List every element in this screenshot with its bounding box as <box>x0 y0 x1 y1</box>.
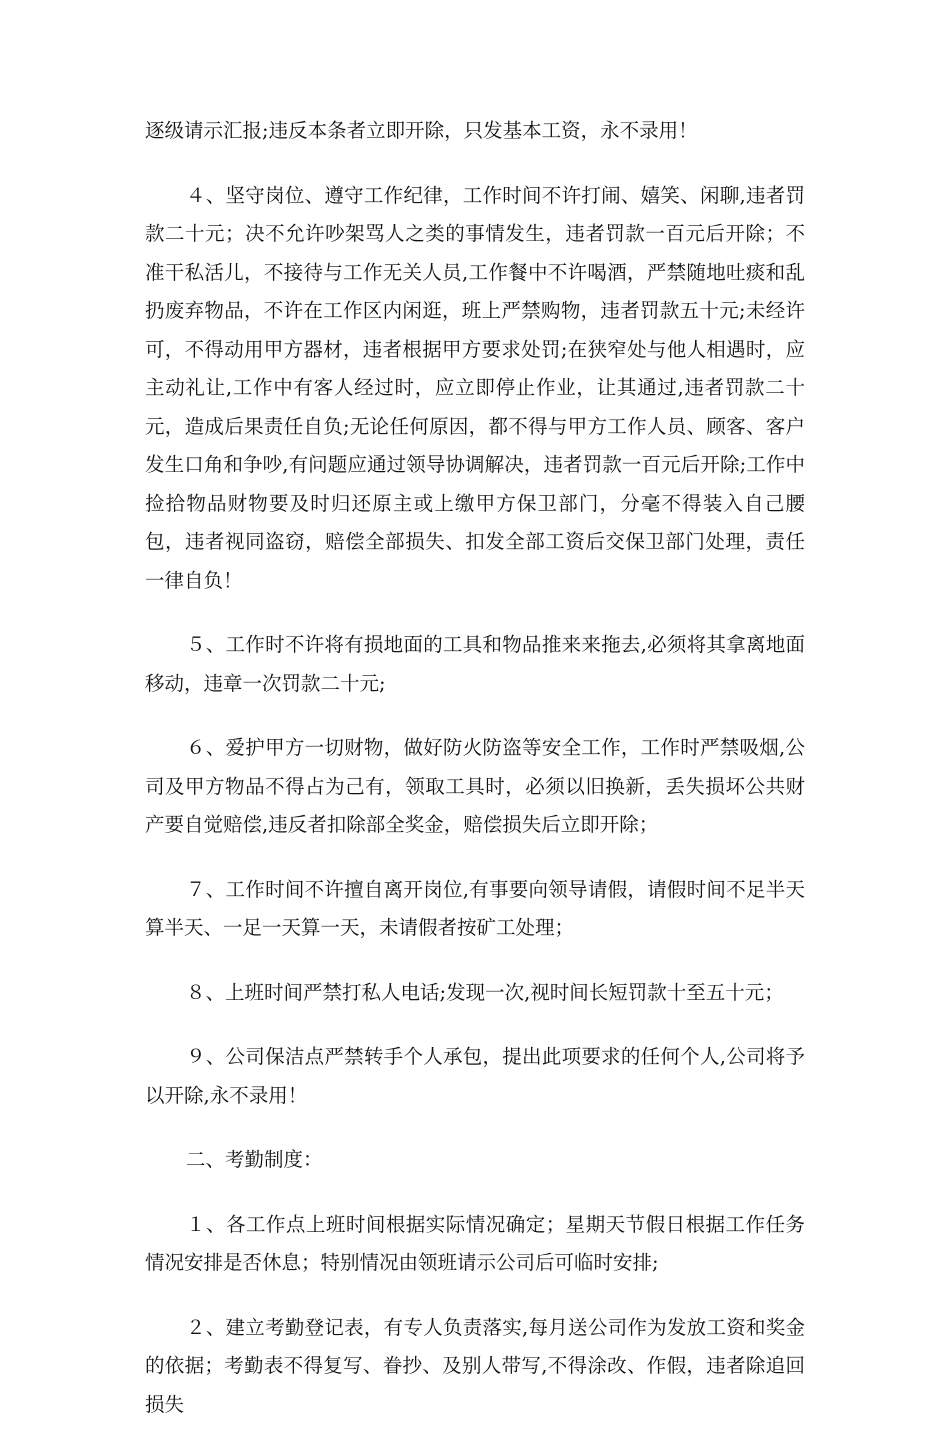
paragraph-item-5: ５、工作时不许将有损地面的工具和物品推来来拖去,必须将其拿离地面移动，违章一次罚款二十元; <box>145 633 805 695</box>
section-heading-attendance: 二、考勤制度： <box>186 1148 323 1171</box>
document-body <box>145 112 805 1450</box>
paragraph-item-8: ８、上班时间严禁打私人电话;发现一次,视时间长短罚款十至五十元； <box>186 980 784 1004</box>
paragraph-continuation: 逐级请示汇报;违反本条者立即开除，只发基本工资，永不录用！ <box>145 119 698 142</box>
paragraph-attendance-1: １、各工作点上班时间根据实际情况确定；星期天节假日根据工作任务情况安排是否休息；特别情况由领班请示公司后可临时安排; <box>145 1212 805 1274</box>
paragraph-item-4: ４、坚守岗位、遵守工作纪律，工作时间不许打闹、嬉笑、闲聊,违者罚款二十元；决不允许吵架骂人之类的事情发生，违者罚款一百元后开除；不准干私活儿，不接待与工作无关人员,工作餐中不许喝酒，严禁随地吐痰和乱扔废弃物品，不许在工作区内闲逛，班上严禁购物，违者罚款五十元;未经许可，不得动用甲方器材，违者根据甲方要求处罚;在狭窄处与他人相遇时，应主动礼让,工作中有客人经过时，应立即停止作业，让其通过,违者罚款二十元，造成后果责任自负;无论任何原因，都不得与甲方工作人员、顾客、客户发生口角和争吵,有问题应通过领导协调解决，违者罚款一百元后开除;工作中捡拾物品财物要及时归还原主或上缴甲方保卫部门，分毫不得装入自己腰包，违者视同盗窃，赔偿全部损失、扣发全部工资后交保卫部门处理，责任一律自负！ <box>145 183 805 592</box>
paragraph-attendance-2: ２、建立考勤登记表，有专人负责落实,每月送公司作为发放工资和奖金的依据；考勤表不得复写、眷抄、及别人带写,不得涂改、作假，违者除追回损失 <box>145 1315 805 1416</box>
paragraph-item-9: ９、公司保洁点严禁转手个人承包，提出此项要求的任何个人,公司将予以开除,永不录用！ <box>145 1045 805 1107</box>
paragraph-item-6: ６、爱护甲方一切财物，做好防火防盗等安全工作，工作时严禁吸烟,公司及甲方物品不得占为己有，领取工具时，必须以旧换新，丢失损坏公共财产要自觉赔偿,违反者扣除部全奖金，赔偿损失后立即开除； <box>145 736 805 836</box>
paragraph-item-7: ７、工作时间不许擅自离开岗位,有事要向领导请假，请假时间不足半天算半天、一足一天算一天，未请假者按矿工处理； <box>145 877 805 939</box>
